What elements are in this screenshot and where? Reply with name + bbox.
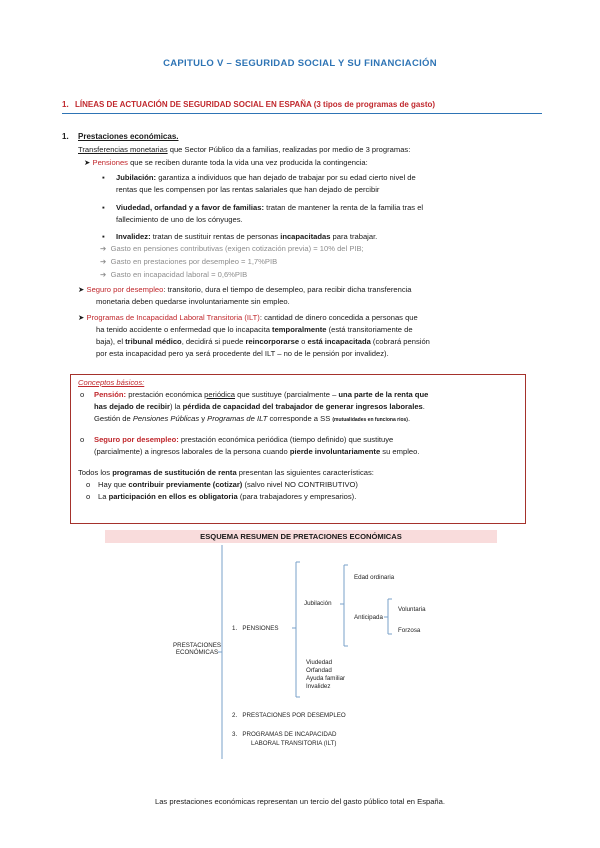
square-bullet-icon: ▪ bbox=[102, 173, 105, 182]
circle-bullet-icon: o bbox=[80, 390, 85, 399]
caracteristica-1: Hay que contribuir previamente (cotizar) (salvo nivel NO CONTRIBUTIVO) bbox=[98, 480, 358, 489]
gasto-item: ➔ Gasto en incapacidad laboral = 0,6%PIB bbox=[100, 270, 248, 279]
pensiones-label: Pensiones bbox=[92, 158, 128, 167]
scheme-programas: 3. PROGRAMAS DE INCAPACIDAD bbox=[232, 731, 337, 738]
desempleo-line: ➤ Seguro por desempleo: transitorio, dura el tiempo de desempleo, para recibir dicha transferencia bbox=[78, 285, 412, 294]
scheme-orfandad: Orfandad bbox=[306, 667, 332, 674]
pension-def: Pensión: prestación económica periódica que sustituye (parcialmente – una parte de la renta que bbox=[94, 390, 429, 399]
scheme-pensiones: 1. PENSIONES bbox=[232, 625, 279, 632]
viudedad-item: Viudedad, orfandad y a favor de familias: tratan de mantener la renta de la familia tras el bbox=[116, 203, 424, 212]
subsection-number: 1. bbox=[62, 132, 69, 141]
viudedad-item-cont: fallecimiento de uno de los cónyuges. bbox=[116, 215, 243, 224]
caracteristica-2: La participación en ellos es obligatoria (para trabajadores y empresarios). bbox=[98, 492, 357, 501]
scheme-title: ESQUEMA RESUMEN DE PRETACIONES ECONÓMICAS bbox=[105, 530, 497, 543]
ilt-line-4: por esta incapacidad pero ya será procedente del ILT – no de le pensión por invalidez). bbox=[96, 349, 389, 358]
circle-bullet-icon: o bbox=[86, 492, 91, 501]
desempleo-line-cont: monetaria deben quedarse involuntariamente sin empleo. bbox=[96, 297, 290, 306]
ilt-line: ➤ Programas de Incapacidad Laboral Transitoria (ILT): cantidad de dinero concedida a personas que bbox=[78, 313, 418, 322]
circle-bullet-icon: o bbox=[86, 480, 91, 489]
seguro-def-2: (parcialmente) a ingresos laborales de la persona cuando pierde involuntariamente su empleo. bbox=[94, 447, 420, 456]
scheme-jubilacion: Jubilación bbox=[304, 600, 332, 607]
ilt-line-2: ha tenido accidente o enfermedad que lo incapacita temporalmente (está transitoriamente de bbox=[96, 325, 413, 334]
scheme-voluntaria: Voluntaria bbox=[398, 606, 426, 613]
jubilacion-item-cont: rentas que les compensen por las rentas salariales que han dejado de percibir bbox=[116, 185, 380, 194]
seguro-def: Seguro por desempleo: prestación económica periódica (tiempo definido) que sustituye bbox=[94, 435, 394, 444]
intro-line: Transferencias monetarias que Sector Público da a familias, realizadas por medio de 3 programas: bbox=[78, 145, 411, 154]
scheme-programas-2: LABORAL TRANSITORIA (ILT) bbox=[251, 740, 337, 747]
pensiones-line: ➤ Pensiones que se reciben durante toda la vida una vez producida la contingencia: bbox=[84, 158, 368, 167]
page-title: CAPITULO V – SEGURIDAD SOCIAL Y SU FINANCIACIÓN bbox=[163, 58, 437, 69]
subsection-label: Prestaciones económicas. bbox=[78, 132, 179, 141]
scheme-invalidez: Invalidez bbox=[306, 683, 331, 690]
footer-note: Las prestaciones económicas representan un tercio del gasto público total en España. bbox=[154, 797, 445, 806]
scheme-edad-ordinaria: Edad ordinaria bbox=[354, 574, 395, 581]
scheme-ayuda: Ayuda familiar bbox=[306, 675, 346, 682]
arrow-bullet-icon: ➤ bbox=[84, 158, 91, 167]
box-header: Conceptos básicos: bbox=[78, 378, 145, 387]
square-bullet-icon: ▪ bbox=[102, 232, 105, 241]
invalidez-item: Invalidez: tratan de sustituir rentas de personas incapacitadas para trabajar. bbox=[116, 232, 378, 241]
arrow-bullet-icon: ➤ bbox=[78, 313, 85, 322]
arrow-right-icon: ➔ bbox=[100, 270, 107, 279]
todos-line: Todos los programas de sustitución de renta presentan las siguientes características: bbox=[78, 468, 374, 477]
scheme-desempleo: 2. PRESTACIONES POR DESEMPLEO bbox=[232, 712, 346, 719]
gasto-item: ➔ Gasto en pensiones contributivas (exigen cotización previa) = 10% del PIB; bbox=[100, 244, 364, 253]
scheme-anticipada: Anticipada bbox=[354, 614, 383, 621]
circle-bullet-icon: o bbox=[80, 435, 85, 444]
arrow-right-icon: ➔ bbox=[100, 244, 107, 253]
scheme-forzosa: Forzosa bbox=[398, 627, 421, 634]
section-number: 1. bbox=[62, 100, 69, 109]
gasto-item: ➔ Gasto en prestaciones por desempleo = 1,7%PIB bbox=[100, 257, 278, 266]
ilt-line-3: baja), el tribunal médico, decidirá si puede reincorporarse o está incapacitada (cobrará pensión bbox=[96, 337, 430, 346]
intro-term: Transferencias monetarias bbox=[78, 145, 168, 154]
pension-def-2: has dejado de recibir) la pérdida de capacidad del trabajador de generar ingresos laborales. bbox=[94, 402, 425, 411]
pension-gestion: Gestión de Pensiones Públicas y Programas de ILT corresponde a SS (mutualidades en funciona rios). bbox=[94, 414, 411, 423]
section-label: LÍNEAS DE ACTUACIÓN DE SEGURIDAD SOCIAL EN ESPAÑA (3 tipos de programas de gasto) bbox=[75, 100, 436, 109]
jubilacion-item: Jubilación: garantiza a individuos que han dejado de trabajar por su edad cierto nivel de bbox=[116, 173, 416, 182]
scheme-root: PRESTACIONES ECONÓMICAS bbox=[172, 642, 222, 656]
arrow-bullet-icon: ➤ bbox=[78, 285, 85, 294]
arrow-right-icon: ➔ bbox=[100, 257, 107, 266]
scheme-viudedad: Viudedad bbox=[306, 659, 333, 666]
square-bullet-icon: ▪ bbox=[102, 203, 105, 212]
